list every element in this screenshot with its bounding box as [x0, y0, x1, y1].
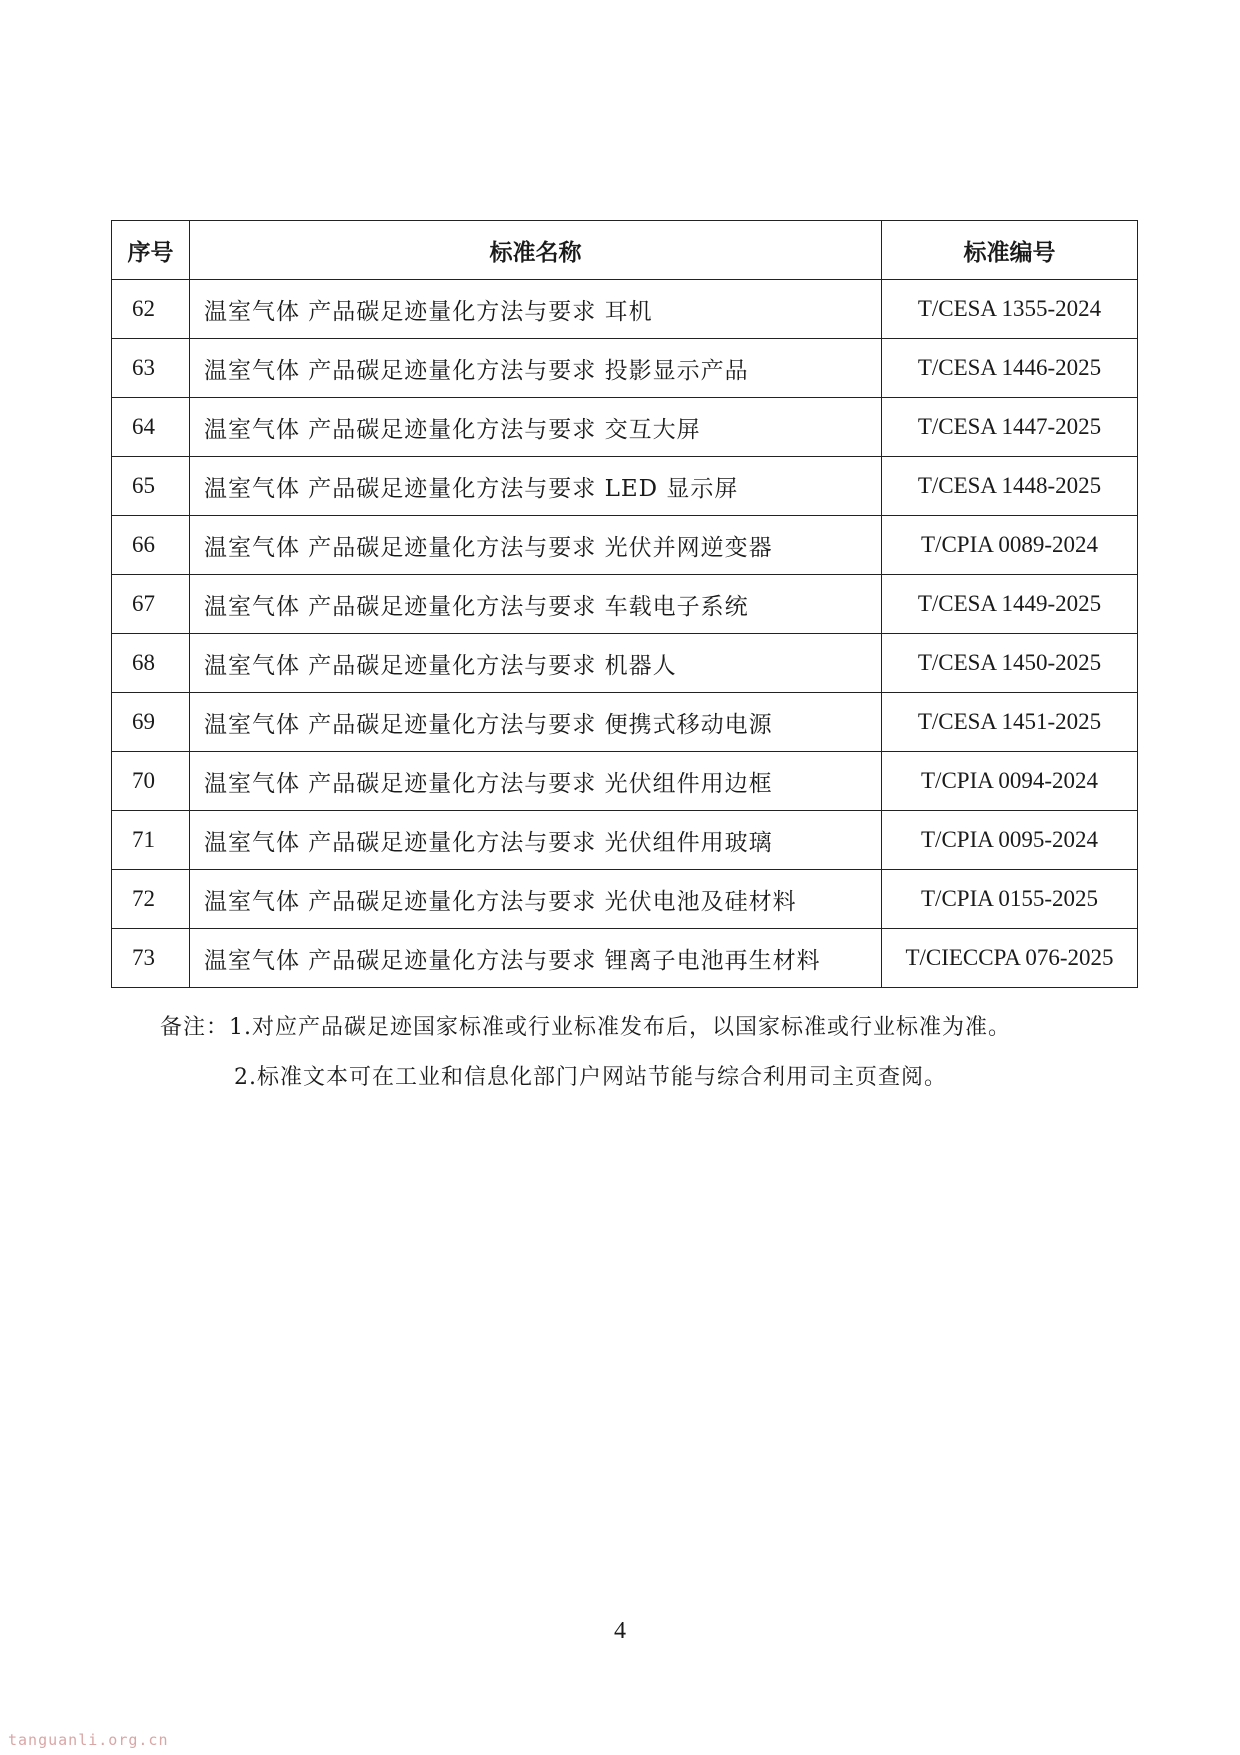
table-row [112, 634, 1138, 693]
page-number: 4 [614, 1618, 626, 1644]
remark-line-2: 2.标准文本可在工业和信息化部门户网站节能与综合利用司主页查阅。 [234, 1065, 947, 1090]
row-standard-code: T/CESA 1355-2024 [882, 280, 1138, 339]
table-row [112, 693, 1138, 752]
table-row [112, 811, 1138, 870]
row-serial-number: 69 [112, 693, 190, 752]
row-standard-name: 温室气体 产品碳足迹量化方法与要求 光伏电池及硅材料 [190, 870, 882, 929]
row-serial-number: 71 [112, 811, 190, 870]
row-serial-number: 64 [112, 398, 190, 457]
row-standard-code: T/CESA 1449-2025 [882, 575, 1138, 634]
row-standard-code: T/CPIA 0089-2024 [882, 516, 1138, 575]
row-serial-number: 63 [112, 339, 190, 398]
row-serial-number: 72 [112, 870, 190, 929]
table-row [112, 398, 1138, 457]
row-standard-code: T/CPIA 0095-2024 [882, 811, 1138, 870]
header-standard-name: 标准名称 [190, 221, 882, 280]
table-row [112, 457, 1138, 516]
header-serial-number: 序号 [112, 221, 190, 280]
row-serial-number: 68 [112, 634, 190, 693]
remarks-section [160, 1003, 1011, 1103]
table-row [112, 339, 1138, 398]
row-standard-name: 温室气体 产品碳足迹量化方法与要求 耳机 [190, 280, 882, 339]
row-serial-number: 67 [112, 575, 190, 634]
row-standard-code: T/CPIA 0155-2025 [882, 870, 1138, 929]
row-serial-number: 73 [112, 929, 190, 988]
row-standard-name: 温室气体 产品碳足迹量化方法与要求 机器人 [190, 634, 882, 693]
row-standard-name: 温室气体 产品碳足迹量化方法与要求 车载电子系统 [190, 575, 882, 634]
row-standard-name: 温室气体 产品碳足迹量化方法与要求 投影显示产品 [190, 339, 882, 398]
row-standard-name: 温室气体 产品碳足迹量化方法与要求 便携式移动电源 [190, 693, 882, 752]
table-row [112, 575, 1138, 634]
table-row [112, 929, 1138, 988]
row-standard-name: 温室气体 产品碳足迹量化方法与要求 LED 显示屏 [190, 457, 882, 516]
table-row [112, 870, 1138, 929]
table-row [112, 516, 1138, 575]
remark-line-1: 备注：1.对应产品碳足迹国家标准或行业标准发布后，以国家标准或行业标准为准。 [160, 1015, 1011, 1040]
standards-table [111, 220, 1138, 988]
row-standard-name: 温室气体 产品碳足迹量化方法与要求 光伏组件用玻璃 [190, 811, 882, 870]
row-serial-number: 62 [112, 280, 190, 339]
table-header-row [112, 221, 1138, 280]
table-row [112, 280, 1138, 339]
row-serial-number: 65 [112, 457, 190, 516]
row-standard-code: T/CPIA 0094-2024 [882, 752, 1138, 811]
row-standard-name: 温室气体 产品碳足迹量化方法与要求 锂离子电池再生材料 [190, 929, 882, 988]
row-standard-code: T/CESA 1451-2025 [882, 693, 1138, 752]
row-standard-code: T/CESA 1448-2025 [882, 457, 1138, 516]
row-serial-number: 70 [112, 752, 190, 811]
row-standard-name: 温室气体 产品碳足迹量化方法与要求 交互大屏 [190, 398, 882, 457]
table-row [112, 752, 1138, 811]
row-standard-code: T/CESA 1450-2025 [882, 634, 1138, 693]
row-standard-name: 温室气体 产品碳足迹量化方法与要求 光伏并网逆变器 [190, 516, 882, 575]
header-standard-code: 标准编号 [882, 221, 1138, 280]
row-serial-number: 66 [112, 516, 190, 575]
row-standard-code: T/CESA 1447-2025 [882, 398, 1138, 457]
watermark: tanguanli.org.cn [8, 1731, 169, 1749]
row-standard-code: T/CIECCPA 076-2025 [882, 929, 1138, 988]
row-standard-name: 温室气体 产品碳足迹量化方法与要求 光伏组件用边框 [190, 752, 882, 811]
row-standard-code: T/CESA 1446-2025 [882, 339, 1138, 398]
